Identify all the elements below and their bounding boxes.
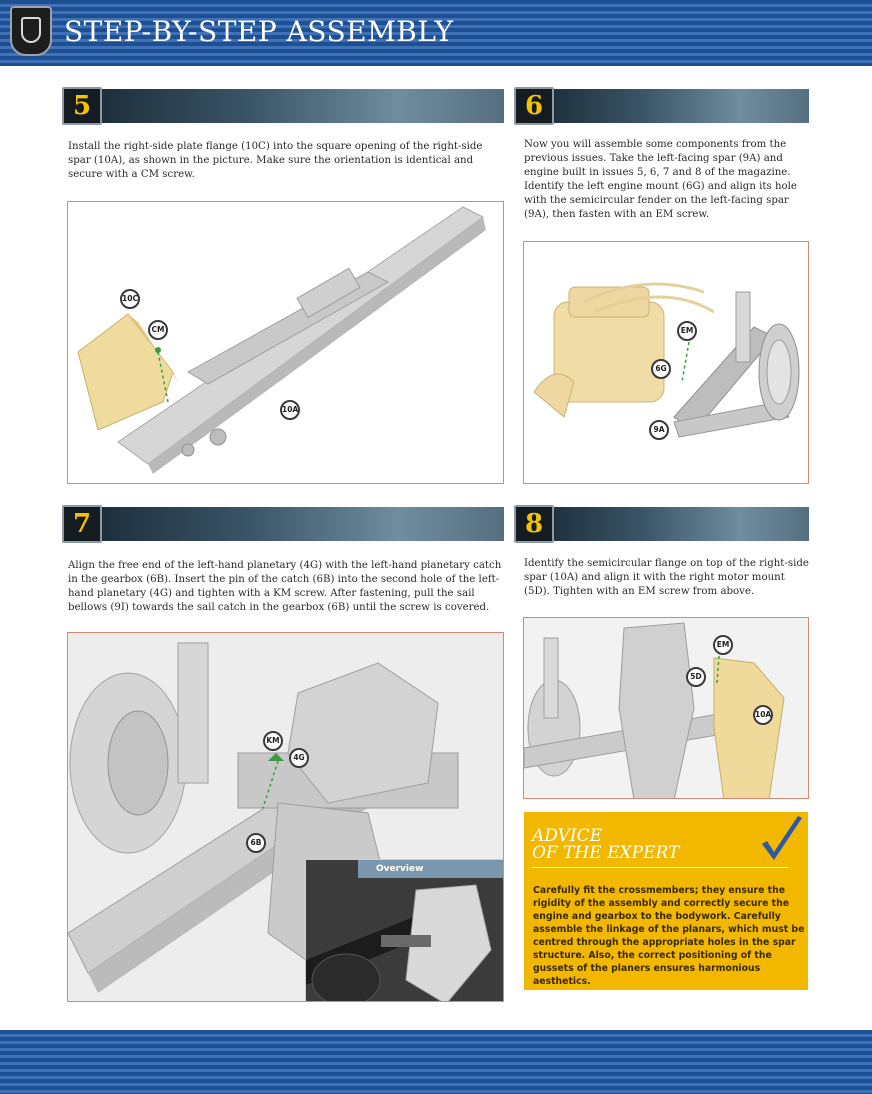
- step-5-text: Install the right-side plate flange (10C) into the square opening of the right-side spar (10A), as shown in the picture. Make sure the orientation is identical and secure with a CM screw.: [68, 141, 483, 180]
- step-7-figure: [67, 632, 504, 1002]
- part-label-km: KM: [263, 731, 283, 751]
- page-title: STEP-BY-STEP ASSEMBLY: [64, 15, 454, 48]
- part-label-10c: 10C: [120, 289, 140, 309]
- page-footer: [0, 1030, 872, 1094]
- part-label-10a: 10A: [753, 705, 773, 725]
- step-8-figure: [523, 617, 809, 799]
- step-5-figure: [67, 201, 504, 484]
- overview-title: Overview: [358, 860, 503, 878]
- advice-box: [524, 812, 808, 990]
- checkmark-icon: [758, 814, 806, 866]
- part-label-em: EM: [713, 635, 733, 655]
- part-label-cm: CM: [148, 320, 168, 340]
- part-label-em: EM: [677, 321, 697, 341]
- part-label-10a: 10A: [280, 400, 300, 420]
- overview-inset: [305, 859, 504, 1002]
- part-label-5d: 5D: [686, 667, 706, 687]
- spar-illustration: [68, 202, 504, 484]
- step-7-header: [62, 505, 504, 541]
- overview-illustration: [306, 860, 504, 1002]
- advice-title: ADVICE OF THE EXPERT: [532, 826, 680, 863]
- step-8-header: [514, 505, 809, 541]
- step-6-text: Now you will assemble some components from the previous issues. Take the left-facing spar (9A) and engine built in issues 5, 6, 7 and 8 of the magazine. Identify the left engine mount (6G) and align its hole with the semicircular fender on the left-facing spar (9A), then fasten with an EM screw.: [524, 139, 797, 220]
- step-number: 8: [514, 505, 554, 543]
- step-6-header: [514, 87, 809, 123]
- part-label-9a: 9A: [649, 420, 669, 440]
- step-number: 6: [514, 87, 554, 125]
- step-7-text: Align the free end of the left-hand planetary (4G) with the left-hand planetary catch in the gearbox (6B). Insert the pin of the catch (6B) into the second hole of the left-hand planetary (4G) and tighten with a KM screw. After fastening, pull the sail bellows (9I) towards the sail catch in the gearbox (6B) until the screw is covered.: [68, 560, 502, 613]
- part-label-4g: 4G: [289, 748, 309, 768]
- part-label-6b: 6B: [246, 833, 266, 853]
- part-label-6g: 6G: [651, 359, 671, 379]
- step-5-header: [62, 87, 504, 123]
- brand-badge-icon: [10, 6, 52, 56]
- step-number: 5: [62, 87, 102, 125]
- step-number: 7: [62, 505, 102, 543]
- advice-divider: [532, 867, 788, 868]
- step-8-text: Identify the semicircular flange on top of the right-side spar (10A) and align it with the right motor mount (5D). Tighten with an EM screw from above.: [524, 558, 809, 597]
- step-6-figure: [523, 241, 809, 484]
- advice-body: Carefully fit the crossmembers; they ensure the rigidity of the assembly and correctly secure the engine and gearbox to the bodywork. Carefully assemble the linkage of the planars, which must be centred through the appropriate holes in the spar structure. Also, the correct positioning of the gussets of the planers ensures harmonious aesthetics.: [533, 885, 805, 987]
- page-header: [0, 0, 872, 66]
